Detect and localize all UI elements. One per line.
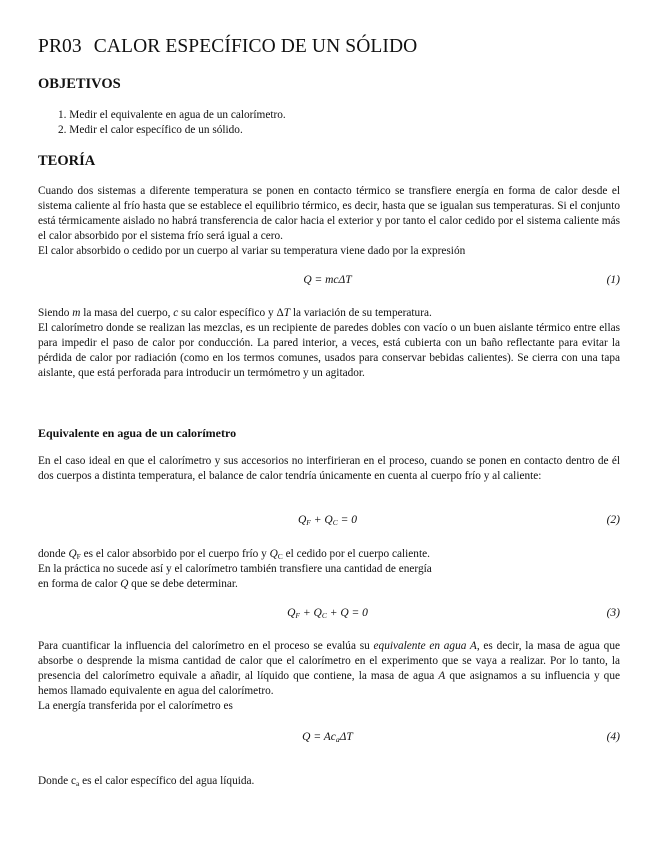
teoria-p4-text: El calorímetro donde se realizan las mezclas, es un recipiente de paredes dobles con vacío o un buen aislante térmico entre ellas para impedir el paso de calor por conducción. La pared interior, a veces, está cubierta con un baño reflectante para evitar la pérdida de calor por radiación (como en los termos comunes, usados para conservar bebidas calientes). Se cierra con una tapa aislante, que está perforada para introducir un termómetro y un agitador. <box>38 321 620 379</box>
practice-title: CALOR ESPECÍFICO DE UN SÓLIDO <box>93 36 418 57</box>
var-c: c <box>173 307 179 319</box>
eq-term: Q <box>297 514 307 526</box>
eq-operator: + <box>299 607 314 619</box>
equivalente-paragraph-1: En el caso ideal en que el calorímetro y sus accesorios no interfirieran en el proceso, cuando se ponen en contacto dentro de él dos cuerpos a distinta temperatura, el balance de calor tendría únicamente en cuenta al cuerpo frío y al caliente: <box>38 455 620 482</box>
text-run: La energía transferida por el calorímetro es <box>38 699 233 712</box>
equation-4 <box>0 731 655 743</box>
eq-operator: + <box>310 514 325 526</box>
eq-term: Q <box>324 514 333 526</box>
subscript: C <box>277 552 283 561</box>
var-m: m <box>72 307 81 319</box>
equivalente-paragraph-4 <box>38 774 620 789</box>
eq-term: Q = Ac <box>302 731 336 743</box>
practice-code: PR03 <box>38 36 82 57</box>
eq-term: = 0 <box>348 607 368 619</box>
equation-4-number: (4) <box>606 731 620 743</box>
objetivos-heading: OBJETIVOS <box>38 76 121 92</box>
equivalente-paragraph-3 <box>38 639 620 714</box>
eq-term: = 0 <box>337 514 357 526</box>
equation-1-number: (1) <box>606 274 620 286</box>
var-a: A <box>438 669 446 682</box>
page-title <box>38 36 417 58</box>
text-run: donde <box>38 548 69 560</box>
var-q: Q <box>120 577 129 590</box>
text-run: , es decir, la masa de agua que absorbe o desprende la misma cantidad de calor que el calorímetro en el experimento que se vaya a realizar. Por lo tanto, la presencia del calorímetro equivale a añadir, al líquido que contiene, la masa de agua <box>38 640 620 682</box>
text-run: el cedido por el cuerpo caliente. <box>282 548 430 560</box>
text-run: es el calor específico del agua líquida. <box>79 775 255 787</box>
text-run: la variación de su temperatura. <box>290 307 432 319</box>
teoria-paragraph-2 <box>38 306 620 381</box>
subscript: a <box>75 779 80 788</box>
var-t: T <box>283 307 291 319</box>
text-run: que se debe determinar. <box>128 577 238 590</box>
equivalente-heading: Equivalente en agua de un calorímetro <box>38 426 237 440</box>
eq-subscript: C <box>332 518 338 527</box>
text-run: Para cuantificar la influencia del calorímetro en el proceso se evalúa su <box>38 640 374 652</box>
teoria-p2-text: El calor absorbido o cedido por un cuerpo al variar su temperatura viene dado por la expresión <box>38 244 466 257</box>
text-run: Siendo <box>38 307 73 319</box>
eq-operator: + <box>326 607 341 619</box>
teoria-paragraph-1 <box>38 184 620 259</box>
text-run: su calor específico y Δ <box>178 307 284 319</box>
text-run: en forma de calor <box>38 577 121 590</box>
objetivo-item: 1. Medir el equivalente en agua de un calorímetro. <box>58 109 286 121</box>
equation-1: Q = mcΔT <box>303 274 352 286</box>
text-run: En la práctica no sucede así y el calorímetro también transfiere una cantidad de energía <box>38 562 432 575</box>
teoria-heading: TEORÍA <box>38 153 96 169</box>
objetivos-list <box>58 108 286 138</box>
text-run: que asignamos a su influencia y que hemos llamado equivalente en agua del calorímetro. <box>38 669 620 697</box>
eq-term: Q <box>287 607 296 619</box>
text-run: Donde c <box>38 775 76 787</box>
teoria-p1-text: Cuando dos sistemas a diferente temperatura se ponen en contacto térmico se transfiere energía en forma de calor desde el sistema caliente al frío hasta que se establece el equilibrio térmico, es decir, hasta que se igualan sus temperaturas. Si el conjunto está térmicamente aislado no habrá transferencia de calor hacia el exterior y por tanto el calor cedido por el sistema caliente más el calor absorbido por el sistema frío será igual a cero. <box>38 185 620 242</box>
emphasis: equivalente en agua A <box>373 640 477 652</box>
objetivo-item: 2. Medir el calor específico de un sólido. <box>58 124 243 136</box>
eq-subscript: F <box>295 611 300 620</box>
eq-subscript: F <box>306 518 311 527</box>
var-q: Q <box>68 548 77 560</box>
eq-term: Q <box>340 607 349 619</box>
equation-3-number: (3) <box>606 607 620 619</box>
text-run: es el calor absorbido por el cuerpo frío y <box>80 548 270 560</box>
equivalente-paragraph-2 <box>38 547 620 592</box>
eq-term: ΔT <box>339 731 353 743</box>
equation-2-number: (2) <box>606 514 620 526</box>
equation-2 <box>0 514 655 526</box>
eq-term: Q <box>313 607 322 619</box>
equation-3 <box>0 607 655 619</box>
text-run: la masa del cuerpo, <box>80 307 174 319</box>
var-q: Q <box>269 548 278 560</box>
subscript: F <box>76 552 81 561</box>
eq-subscript: a <box>335 735 340 744</box>
eq-subscript: C <box>321 611 327 620</box>
